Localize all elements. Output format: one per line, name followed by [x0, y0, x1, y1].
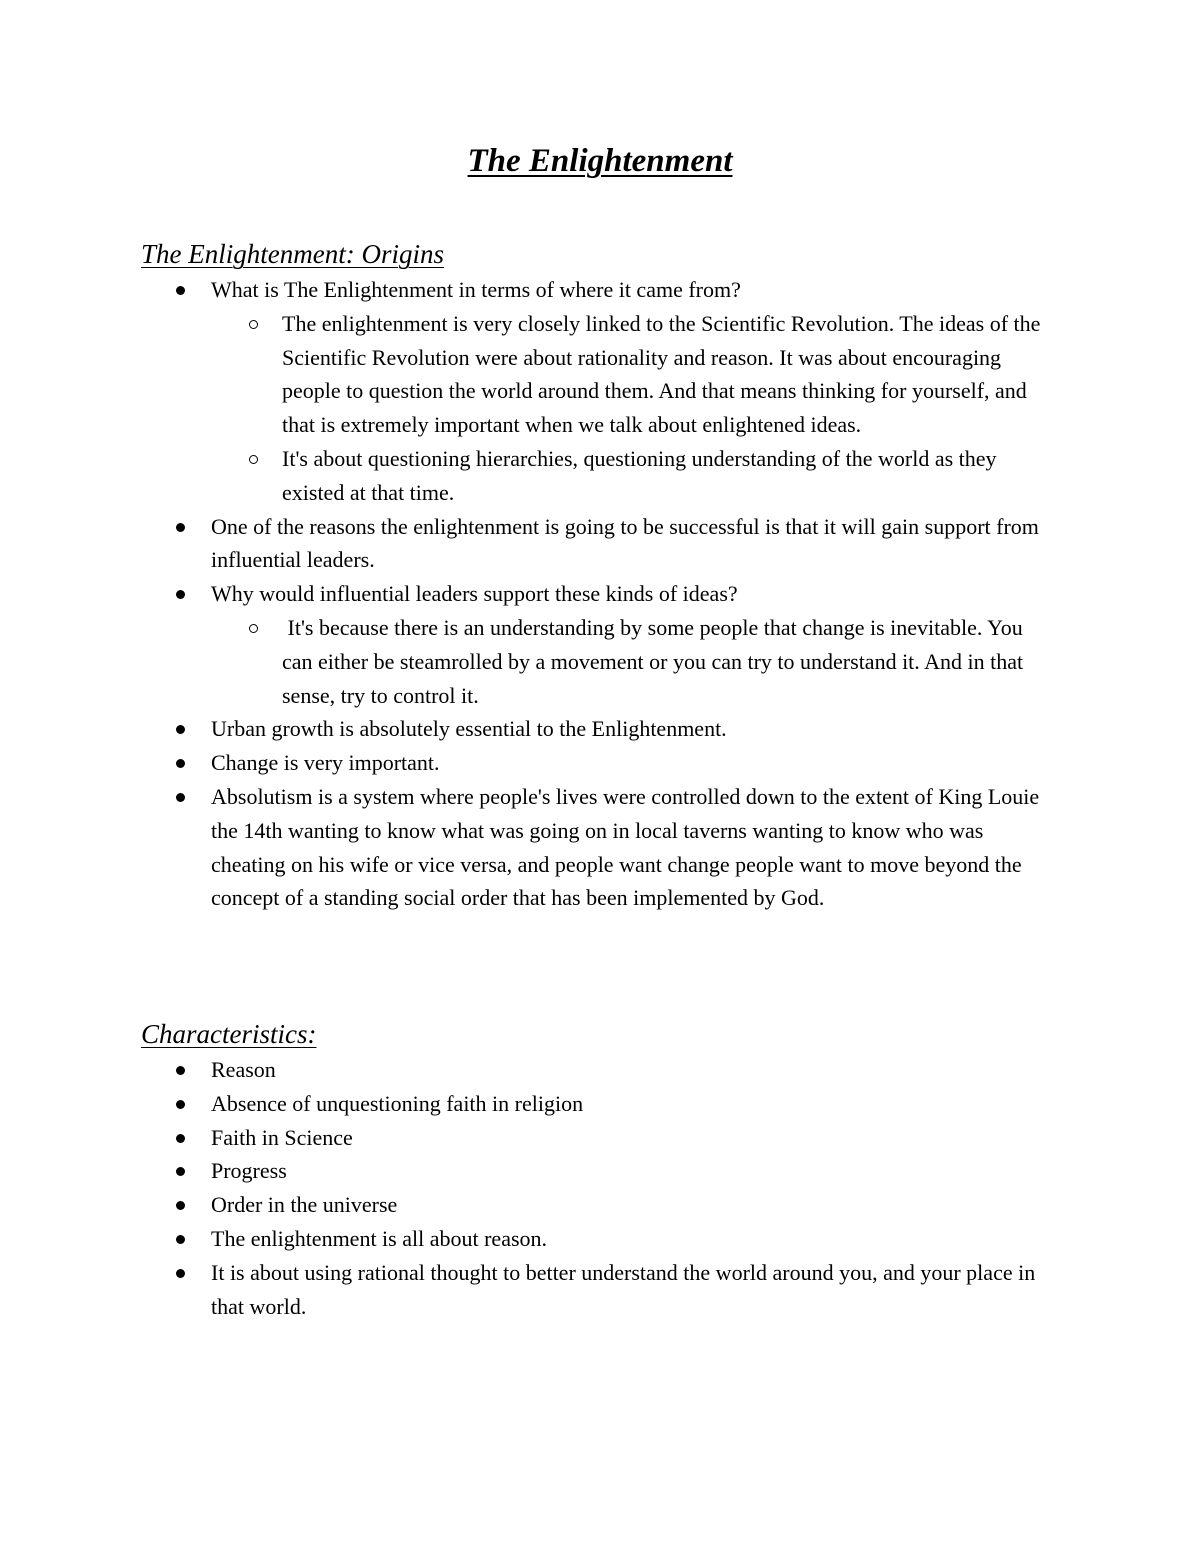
list-item — [0, 1188, 1200, 1222]
bullet-icon — [176, 1134, 185, 1143]
sub-list-item — [0, 442, 1200, 510]
bullet-icon — [176, 1066, 185, 1075]
list-item — [0, 1053, 1200, 1087]
list-item — [0, 273, 1200, 307]
list-item-text: Why would influential leaders support these kinds of ideas? — [211, 581, 738, 607]
list-item — [0, 712, 1200, 746]
bullet-icon — [176, 1100, 185, 1109]
characteristics-list — [0, 1053, 1200, 1323]
hollow-bullet-icon — [249, 624, 258, 633]
bullet-icon — [176, 1167, 185, 1176]
origins-list — [0, 273, 1200, 915]
list-item — [0, 1121, 1200, 1155]
bullet-icon — [176, 1235, 185, 1244]
list-item — [0, 510, 1200, 578]
list-item-text: Absolutism is a system where people's lives were controlled down to the extent of King Louie the 14th wanting to know what was going on in local taverns wanting to know who was cheating on his wife or vice versa, and people want change people want to move beyond the concept of a standing social order that has been implemented by God. — [211, 783, 1040, 911]
list-item-text: It is about using rational thought to better understand the world around you, and your place in that world. — [211, 1259, 1036, 1319]
list-item-text: Order in the universe — [211, 1192, 398, 1218]
section-heading-characteristics: Characteristics: — [141, 1019, 317, 1049]
list-item — [0, 1087, 1200, 1121]
list-item-text: One of the reasons the enlightenment is going to be successful is that it will gain support from influential leaders. — [211, 513, 1039, 573]
sub-list-item-text: The enlightenment is very closely linked to the Scientific Revolution. The ideas of the Scientific Revolution were about rationality and reason. It was about encouraging people to question the world around them. And that means thinking for yourself, and that is extremely important when we talk about enlightened ideas. — [282, 310, 1041, 438]
list-item — [0, 1222, 1200, 1256]
list-item-text: Progress — [211, 1158, 287, 1184]
list-item-text: Faith in Science — [211, 1124, 353, 1150]
sub-list-item — [0, 611, 1200, 712]
list-item — [0, 746, 1200, 780]
list-item — [0, 1154, 1200, 1188]
list-item-text: The enlightenment is all about reason. — [211, 1225, 548, 1251]
list-item — [0, 577, 1200, 611]
list-item-text: What is The Enlightenment in terms of where it came from? — [211, 277, 741, 302]
hollow-bullet-icon — [249, 320, 258, 329]
bullet-icon — [176, 286, 185, 295]
list-item — [0, 1256, 1200, 1324]
bullet-icon — [176, 1201, 185, 1210]
bullet-icon — [176, 793, 185, 802]
bullet-icon — [176, 759, 185, 768]
list-item — [0, 780, 1200, 915]
section-heading-origins: The Enlightenment: Origins — [141, 239, 444, 269]
hollow-bullet-icon — [249, 455, 258, 464]
list-item-text: Absence of unquestioning faith in religion — [211, 1090, 584, 1116]
bullet-icon — [176, 523, 185, 532]
bullet-icon — [176, 725, 185, 734]
sub-list-item-text: It's about questioning hierarchies, questioning understanding of the world as they existed at that time. — [282, 445, 997, 505]
list-item-text: Urban growth is absolutely essential to the Enlightenment. — [211, 716, 727, 742]
list-item-text: Change is very important. — [211, 750, 440, 776]
list-item-text: Reason — [211, 1057, 276, 1082]
page-title: The Enlightenment — [467, 143, 733, 179]
sub-list-item-text: It's because there is an understanding by some people that change is inevitable. You can either be steamrolled by a movement or you can try to understand it. And in that sense, try to control it. — [282, 614, 1029, 708]
bullet-icon — [176, 1269, 185, 1278]
bullet-icon — [176, 590, 185, 599]
sub-list-item — [0, 307, 1200, 442]
